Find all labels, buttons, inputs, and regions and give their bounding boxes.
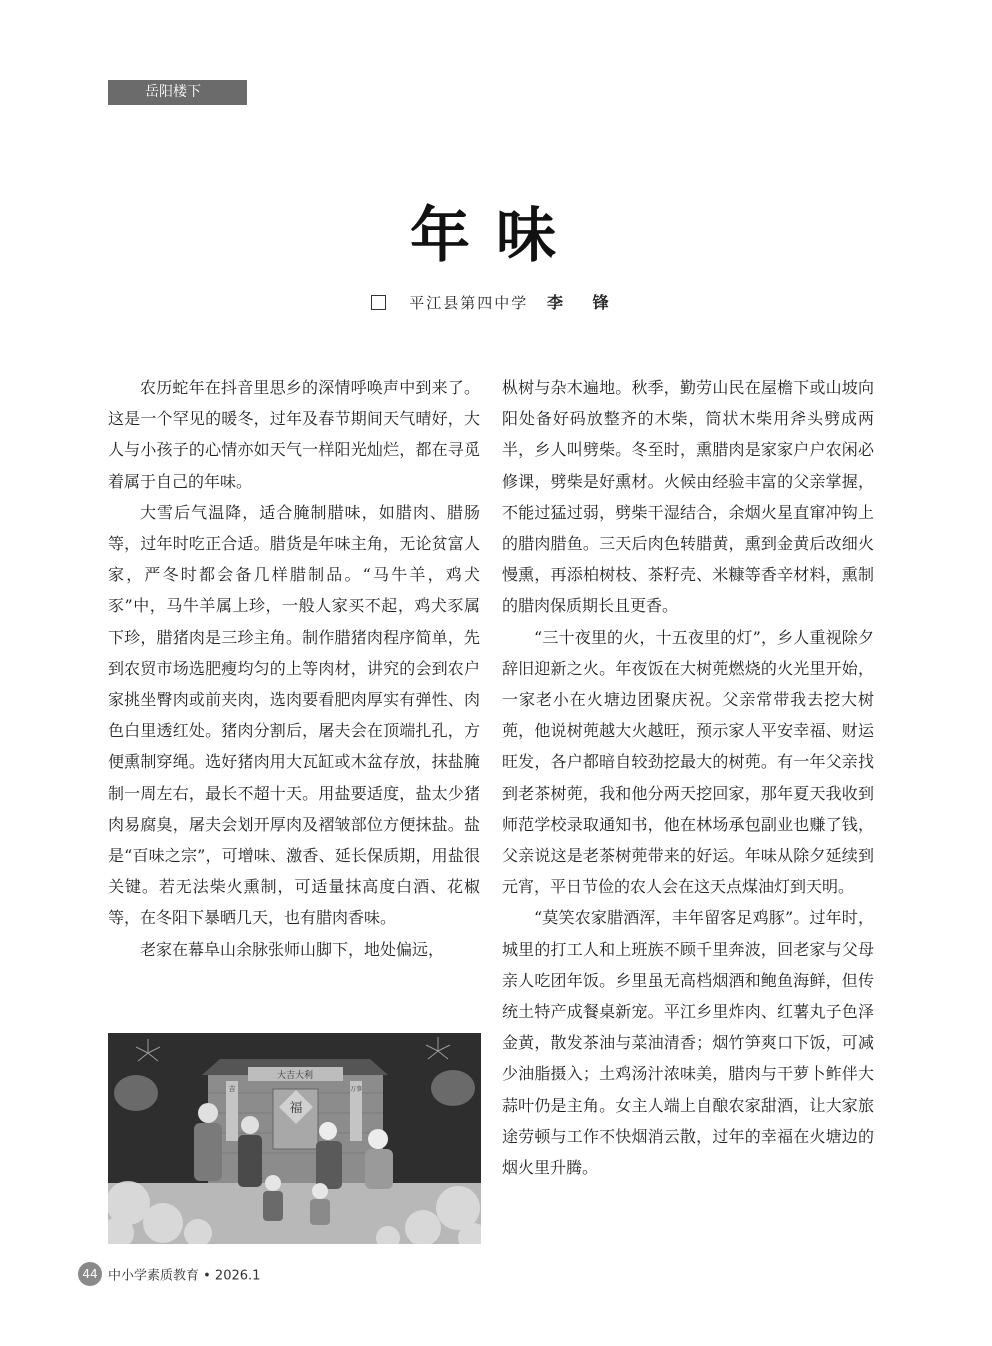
author-school: 平江县第四中学: [409, 294, 529, 312]
author-name: 李 锋: [547, 293, 621, 312]
fu-character: 福: [289, 1101, 303, 1116]
article-title: 年味: [410, 201, 582, 271]
paragraph: “莫笑农家腊酒浑，丰年留客足鸡豚”。过年时，城里的打工人和上班族不顾千里奔波，回老家与父母亲人吃团年饭。乡里虽无高档烟酒和鲍鱼海鲜，但传统土特产成餐桌新宠。平江乡里炸肉、红薯丸子色泽金黄，散发茶油与菜油清香；烟竹笋爽口下饭，可减少油脂摄入；土鸡汤汁浓味美，腊肉与干萝卜鲊伴大蒜叶仍是主角。女主人端上自酿农家甜酒，让大家旅途劳顿与工作不快烟消云散，过年的幸福在火塘边的烟火里升腾。: [502, 908, 874, 1178]
svg-text:万事: 万事: [349, 1086, 363, 1093]
journal-name: 中小学素质教育 • 2026.1: [108, 1268, 261, 1284]
paragraph: 大雪后气温降，适合腌制腊味，如腊肉、腊肠等，过年时吃正合适。腊货是年味主角，无论贫富人家，严冬时都会备几样腊制品。“马牛羊，鸡犬豕”中，马牛羊属上珍，一般人家买不起，鸡犬豕属下珍，腊猪肉是三珍主角。制作腊猪肉程序简单，先到农贸市场选肥瘦均匀的上等肉材，讲究的会到农户家挑坐臀肉或前夹肉，选肉要看肥肉厚实有弹性、肉色白里透红处。猪肉分割后，屠夫会在顶端扎孔，方便熏制穿绳。选好猪肉用大瓦缸或木盆存放，抹盐腌制一周左右，最长不超十天。用盐要适度，盐太少猪肉易腐臭，屠夫会划开厚肉及褶皱部位方便抹盐。盐是“百味之宗”，可增味、激香、延长保质期，用盐很关键。若无法柴火熏制，可适量抹高度白酒、花椒等，在冬阳下暴晒几天，也有腊肉香味。: [108, 502, 480, 928]
page-footer: [78, 1262, 260, 1286]
paragraph: “三十夜里的火，十五夜里的灯”，乡人重视除夕辞旧迎新之火。年夜饭在大树蔸燃烧的火光里开始，一家老小在火塘边团聚庆祝。父亲常带我去挖大树蔸，他说树蔸越大火越旺，预示家人平安幸福、财运旺发，各户都暗自较劲挖最大的树蔸。有一年父亲找到老茶树蔸，我和他分两天挖回家，那年夏天我收到师范学校录取通知书，他在林场承包副业也赚了钱，父亲说这是老茶树蔸带来的好运。年味从除夕延续到元宵，平日节俭的农人会在这天点煤油灯到天明。: [502, 627, 874, 897]
section-tag: 岳阳楼下: [108, 80, 247, 105]
paragraph-continued: 枞树与杂木遍地。秋季，勤劳山民在屋檐下或山坡向阳处备好码放整齐的木柴，筒状木柴用斧头劈成两半，乡人叫劈柴。冬至时，熏腊肉是家家户户农闲必修课，劈柴是好熏材。火候由经验丰富的父亲掌握，不能过猛过弱，劈柴干湿结合，余烟火星直窜冲钩上的腊肉腊鱼。三天后肉色转腊黄，熏到金黄后改细火慢熏，再添柏树枝、茶籽壳、米糠等香辛材料，熏制的腊肉保质期长且更香。: [502, 378, 874, 616]
paragraph: 老家在幕阜山余脉张师山脚下，地处偏远，: [140, 939, 445, 959]
left-column: [108, 372, 480, 965]
paragraph: 农历蛇年在抖音里思乡的深情呼唤声中到来了。这是一个罕见的暖冬，过年及春节期间天气晴好，大人与小孩子的心情亦如天气一样阳光灿烂，都在寻觅着属于自己的年味。: [108, 378, 480, 491]
page-number: 44: [78, 1262, 102, 1286]
byline: [0, 290, 992, 313]
new-year-family-illustration: [108, 1033, 481, 1244]
svg-text:吉: 吉: [228, 1085, 236, 1093]
byline-square-icon: [371, 295, 386, 310]
banner-text: 大吉大利: [276, 1071, 314, 1081]
right-column: [502, 372, 874, 1183]
